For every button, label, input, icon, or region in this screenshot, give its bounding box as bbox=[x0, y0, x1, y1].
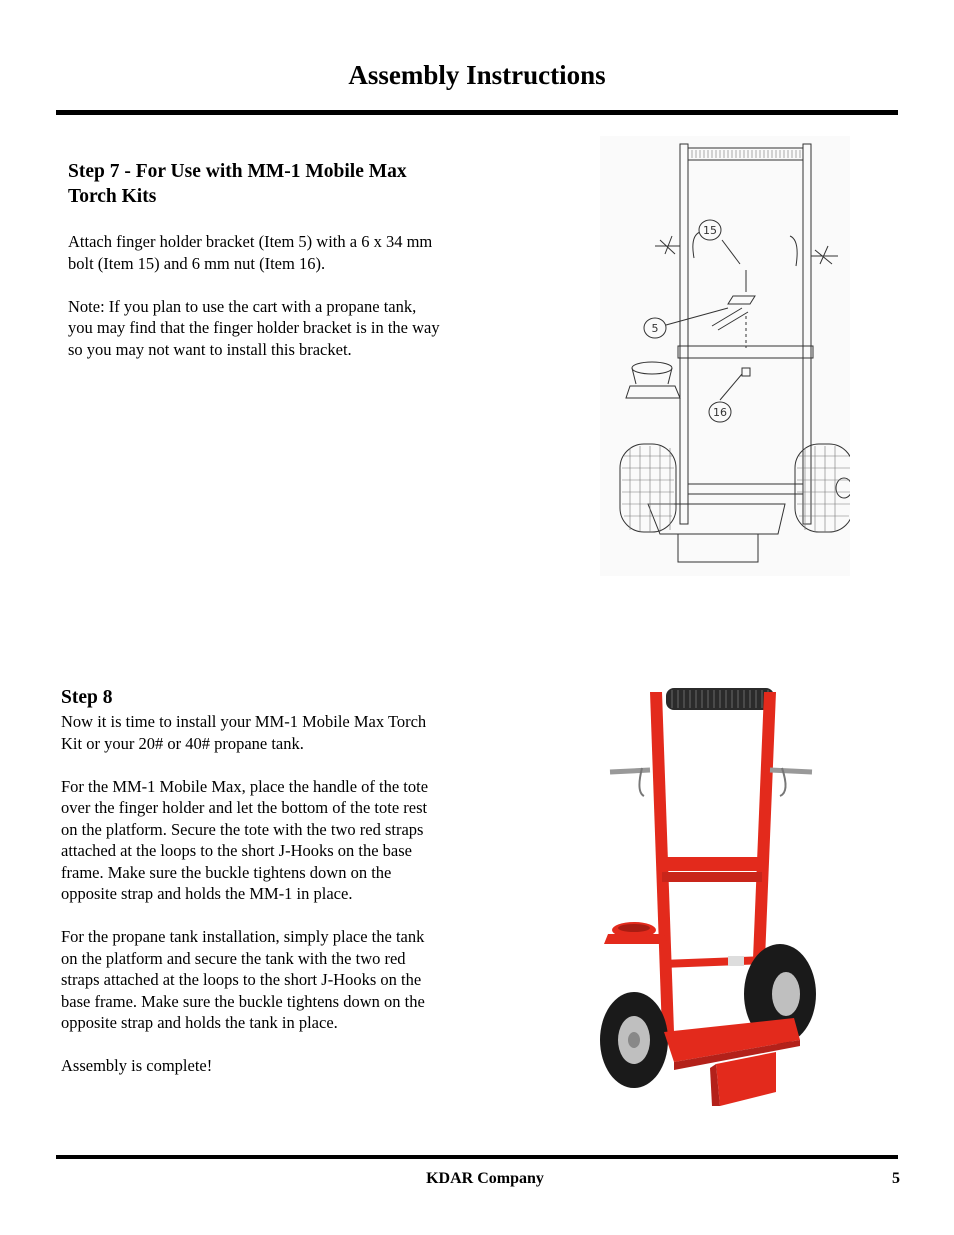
step8-heading: Step 8 bbox=[61, 687, 113, 708]
step7-heading: Step 7 - For Use with MM-1 Mobile Max Torch Kits bbox=[68, 161, 407, 207]
step7-note: Note: If you plan to use the cart with a propane tank, you may find that the finger holder bracket is in the way so you may not want to install this bracket. bbox=[68, 296, 440, 359]
page-number: 5 bbox=[892, 1170, 900, 1187]
step8-body bbox=[61, 711, 441, 1098]
footer-rule bbox=[56, 1155, 898, 1159]
callout-16: 16 bbox=[713, 406, 727, 419]
step7-assembly-diagram bbox=[600, 136, 850, 576]
step8-cart-photo bbox=[590, 672, 830, 1122]
footer-company: KDAR Company bbox=[426, 1170, 544, 1187]
step8-intro: Now it is time to install your MM-1 Mobile Max Torch Kit or your 20# or 40# propane tank. bbox=[61, 712, 427, 753]
page-title: Assembly Instructions bbox=[348, 60, 606, 90]
callout-15: 15 bbox=[703, 224, 717, 237]
step8-complete: Assembly is complete! bbox=[61, 1056, 213, 1075]
callout-5: 5 bbox=[651, 322, 659, 335]
step7-paragraph: Attach finger holder bracket (Item 5) with a 6 x 34 mm bolt (Item 15) and 6 mm nut (Item 16). bbox=[68, 232, 433, 273]
step8-mm1-instructions: For the MM-1 Mobile Max, place the handle of the tote over the finger holder and let the bottom of the tote rest on the platform. Secure the tote with the two red straps attached at the loops to the short J-Hooks on the base frame. Make sure the buckle tightens down on the opposite strap and holds the MM-1 in place. bbox=[61, 776, 429, 903]
step8-propane-instructions: For the propane tank installation, simply place the tank on the platform and secure the tank with the two red straps attached at the loops to the short J-Hooks on the base frame. Make sure the buckle tightens down on the opposite strap and holds the tank in place. bbox=[61, 927, 425, 1032]
step7-body bbox=[68, 231, 440, 382]
header-rule bbox=[56, 110, 898, 115]
